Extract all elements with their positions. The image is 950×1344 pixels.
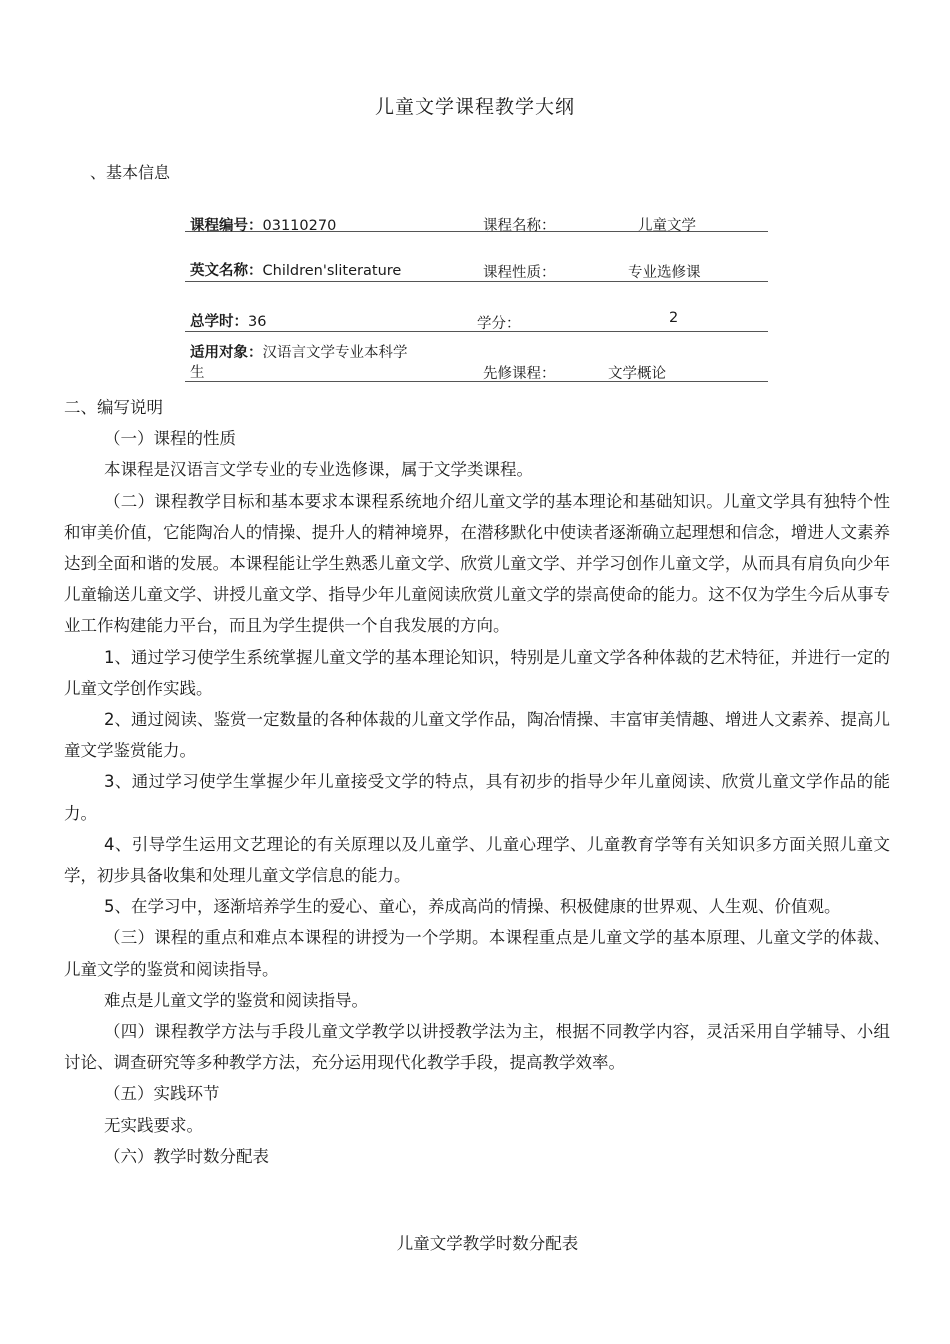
info-row-target: [185, 331, 768, 382]
credit-label: 学分：: [477, 316, 521, 332]
english-name-value: Children'sliterature: [262, 263, 402, 279]
total-hours-value: 36: [248, 314, 267, 330]
credit-value: 2: [669, 310, 679, 326]
course-code-label: 课程编号：: [190, 218, 263, 234]
prerequisite-value: 文学概论: [608, 366, 666, 382]
english-name-label: 英文名称：: [190, 263, 263, 279]
paragraph: 2、通过阅读、鉴赏一定数量的各种体裁的儿童文学作品，陶冶情操、丰富审美情趣、增进人文素养、提高儿童文学鉴赏能力。: [64, 710, 890, 761]
paragraph: 无实践要求。: [104, 1115, 203, 1135]
target-value-line2: 生: [190, 365, 205, 381]
paragraph: 5、在学习中，逐渐培养学生的爱心、童心，养成高尚的情操、积极健康的世界观、人生观、价值观。: [104, 897, 841, 917]
document-body: [64, 392, 890, 1172]
paragraph: 4、引导学生运用文艺理论的有关原理以及儿童学、儿童心理学、儿童教育学等有关知识多方面关照儿童文学，初步具备收集和处理儿童文学信息的能力。: [64, 834, 890, 886]
course-name-value: 儿童文学: [638, 218, 696, 234]
paragraph: （六）教学时数分配表: [104, 1146, 269, 1166]
course-nature-value: 专业选修课: [628, 265, 701, 281]
paragraph: （二）课程教学目标和基本要求本课程系统地介绍儿童文学的基本理论和基础知识。儿童文学具有独特个性和审美价值，它能陶冶人的情操、提升人的精神境界，在潜移默化中使读者逐渐确立起理想和信念，增进人文素养达到全面和谐的发展。本课程能让学生熟悉儿童文学、欣赏儿童文学、并学习创作儿童文学，从而具有肩负向少年儿童输送儿童文学、讲授儿童文学、指导少年儿童阅读欣赏儿童文学的崇高使命的能力。这不仅为学生今后从事专业工作构建能力平台，而且为学生提供一个自我发展的方向。: [64, 491, 890, 636]
paragraph: （三）课程的重点和难点本课程的讲授为一个学期。本课程重点是儿童文学的基本原理、儿童文学的体裁、儿童文学的鉴赏和阅读指导。: [64, 928, 890, 979]
course-name-label: 课程名称：: [483, 218, 556, 234]
target-value-line1: 汉语言文学专业本科学: [262, 345, 408, 361]
info-row-code: [185, 200, 768, 232]
info-row-hours: [185, 281, 768, 332]
target-label: 适用对象：: [190, 345, 263, 361]
section-writing-notes-heading: 二、编写说明: [64, 398, 163, 417]
paragraph: （四）课程教学方法与手段儿童文学教学以讲授教学法为主，根据不同教学内容，灵活采用自学辅导、小组讨论、调查研究等多种教学方法，充分运用现代化教学手段，提高教学效率。: [64, 1022, 890, 1073]
document-title: 儿童文学课程教学大纲: [374, 96, 575, 118]
paragraph: 1、通过学习使学生系统掌握儿童文学的基本理论知识，特别是儿童文学各种体裁的艺术特征，并进行一定的儿童文学创作实践。: [64, 647, 890, 698]
section-basic-info-heading: 、基本信息: [90, 163, 171, 182]
paragraph: 3、通过学习使学生掌握少年儿童接受文学的特点，具有初步的指导少年儿童阅读、欣赏儿童文学作品的能力。: [64, 772, 890, 823]
paragraph: 本课程是汉语言文学专业的专业选修课，属于文学类课程。: [104, 460, 533, 480]
hours-table-title: 儿童文学教学时数分配表: [396, 1234, 579, 1253]
info-row-english: [185, 231, 768, 282]
paragraph: 难点是儿童文学的鉴赏和阅读指导。: [104, 990, 368, 1010]
total-hours-label: 总学时：: [190, 314, 248, 330]
paragraph: （一）课程的性质: [104, 429, 236, 449]
paragraph: （五）实践环节: [104, 1084, 220, 1104]
course-nature-label: 课程性质：: [483, 265, 556, 281]
course-code-value: 03110270: [262, 218, 337, 234]
prerequisite-label: 先修课程：: [483, 366, 556, 382]
